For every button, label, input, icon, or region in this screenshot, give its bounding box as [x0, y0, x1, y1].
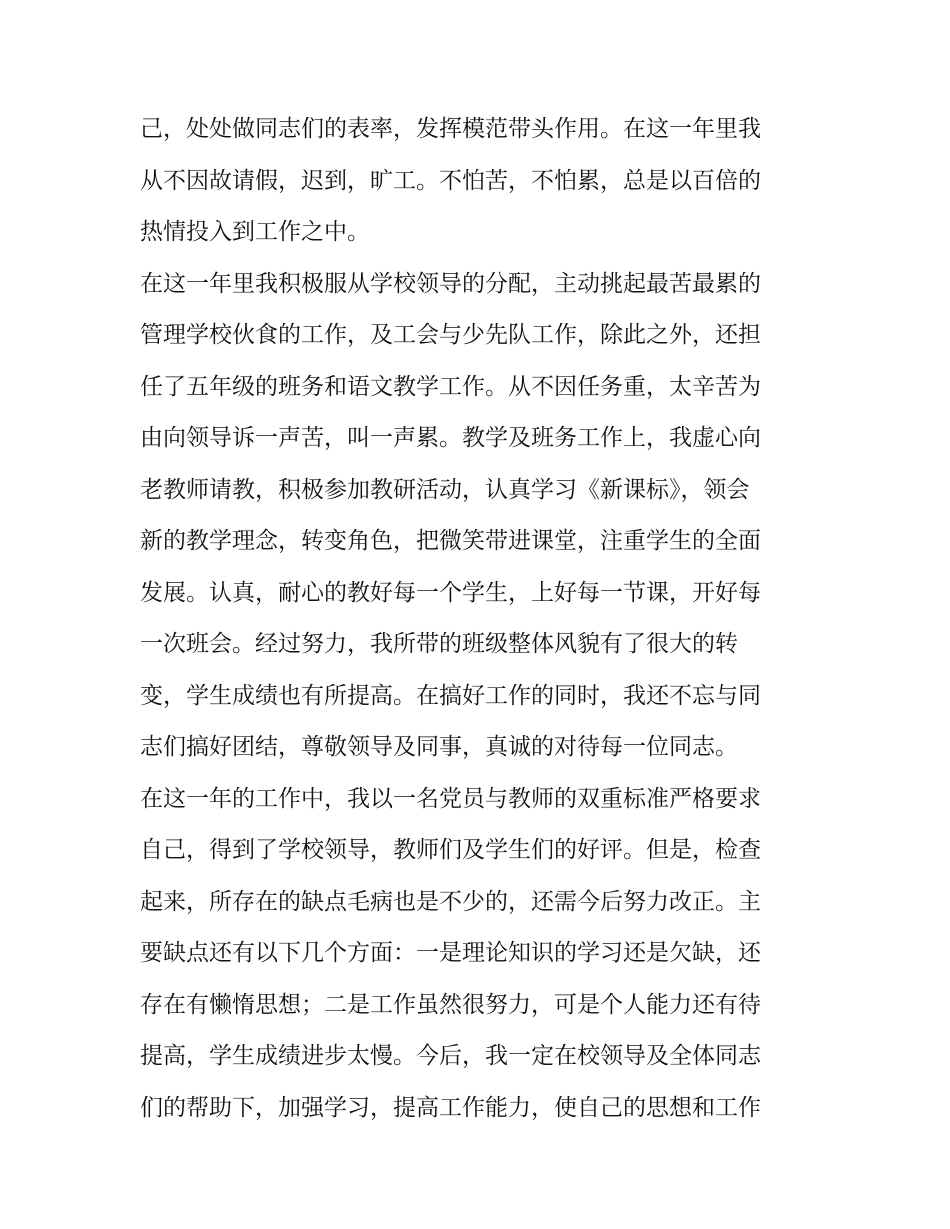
- text-line-7: 由向领导诉一声苦，叫一声累。教学及班务工作上，我虚心向: [140, 425, 761, 451]
- text-line-9: 新的教学理念，转变角色，把微笑带进课堂，注重学生的全面: [140, 528, 761, 554]
- document-body: [140, 104, 820, 1134]
- text-line-3: 热情投入到工作之中。: [140, 219, 370, 245]
- text-line-11: 一次班会。经过努力，我所带的班级整体风貌有了很大的转: [140, 631, 738, 657]
- text-line-16: 起来，所存在的缺点毛病也是不少的，还需今后努力改正。主: [140, 888, 761, 915]
- text-line-18: 存在有懒惰思想；二是工作虽然很努力，可是个人能力还有待: [140, 991, 761, 1018]
- text-line-12: 变，学生成绩也有所提高。在搞好工作的同时，我还不忘与同: [140, 682, 761, 709]
- text-line-2: 从不因故请假，迟到，旷工。不怕苦，不怕累，总是以百倍的: [140, 167, 761, 194]
- text-line-10: 发展。认真，耐心的教好每一个学生，上好每一节课，开好每: [140, 579, 761, 606]
- text-line-14: 在这一年的工作中，我以一名党员与教师的双重标准严格要求: [140, 785, 761, 812]
- text-line-5: 管理学校伙食的工作，及工会与少先队工作，除此之外，还担: [140, 322, 761, 348]
- text-line-19: 提高，学生成绩进步太慢。今后，我一定在校领导及全体同志: [140, 1043, 761, 1069]
- text-line-1: 己，处处做同志们的表率，发挥模范带头作用。在这一年里我: [140, 116, 761, 142]
- text-line-20: 们的帮助下，加强学习，提高工作能力，使自己的思想和工作: [140, 1094, 761, 1121]
- text-line-6: 任了五年级的班务和语文教学工作。从不因任务重，太辛苦为: [140, 373, 761, 400]
- text-line-4: 在这一年里我积极服从学校领导的分配，主动挑起最苦最累的: [140, 270, 761, 297]
- text-line-15: 自己，得到了学校领导，教师们及学生们的好评。但是，检查: [140, 837, 761, 863]
- text-line-17: 要缺点还有以下几个方面：一是理论知识的学习还是欠缺，还: [140, 940, 761, 966]
- text-line-8: 老教师请教，积极参加教研活动，认真学习《新课标》，领会: [140, 476, 750, 503]
- text-line-13: 志们搞好团结，尊敬领导及同事，真诚的对待每一位同志。: [140, 734, 738, 760]
